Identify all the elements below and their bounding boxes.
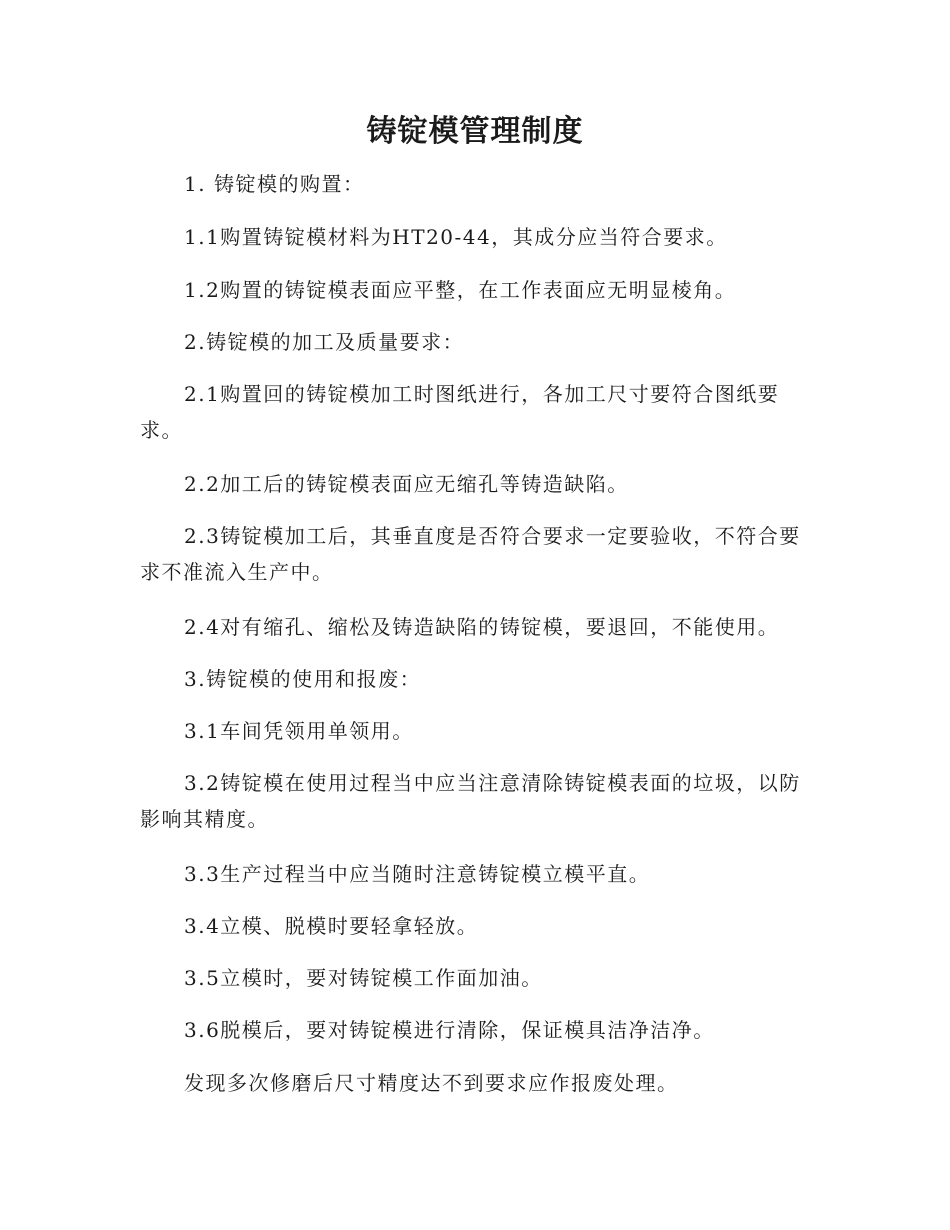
paragraph-3-2: 3.2铸锭模在使用过程当中应当注意清除铸锭模表面的垃圾，以防影响其精度。 bbox=[140, 771, 801, 831]
paragraph-1-2: 1.2购置的铸锭模表面应平整，在工作表面应无明显棱角。 bbox=[184, 278, 737, 302]
paragraph-3-4: 3.4立模、脱模时要轻拿轻放。 bbox=[184, 914, 479, 938]
paragraph-3-6: 3.6脱模后，要对铸锭模进行清除，保证模具洁净洁净。 bbox=[184, 1018, 715, 1042]
paragraph-2-3: 2.3铸锭模加工后，其垂直度是否符合要求一定要验收，不符合要求不准流入生产中。 bbox=[140, 524, 801, 584]
paragraph-closing: 发现多次修磨后尺寸精度达不到要求应作报废处理。 bbox=[184, 1071, 679, 1095]
paragraph-2-4: 2.4对有缩孔、缩松及铸造缺陷的铸锭模，要退回，不能使用。 bbox=[184, 615, 780, 639]
paragraph-2-2: 2.2加工后的铸锭模表面应无缩孔等铸造缺陷。 bbox=[184, 472, 629, 496]
paragraph-2: 2.铸锭模的加工及质量要求： bbox=[184, 330, 465, 354]
paragraph-3-3: 3.3生产过程当中应当随时注意铸锭模立模平直。 bbox=[184, 862, 651, 886]
document-title: 铸锭模管理制度 bbox=[366, 114, 584, 149]
paragraph-1-1: 1.1购置铸锭模材料为HT20-44，其成分应当符合要求。 bbox=[184, 225, 728, 249]
paragraph-3-1: 3.1车间凭领用单领用。 bbox=[184, 719, 414, 743]
paragraph-3: 3.铸锭模的使用和报废： bbox=[184, 667, 422, 691]
paragraph-3-5: 3.5立模时，要对铸锭模工作面加油。 bbox=[184, 966, 543, 990]
paragraph-1: 1. 铸锭模的购置： bbox=[184, 172, 365, 196]
paragraph-2-1: 2.1购置回的铸锭模加工时图纸进行，各加工尺寸要符合图纸要求。 bbox=[140, 382, 780, 442]
